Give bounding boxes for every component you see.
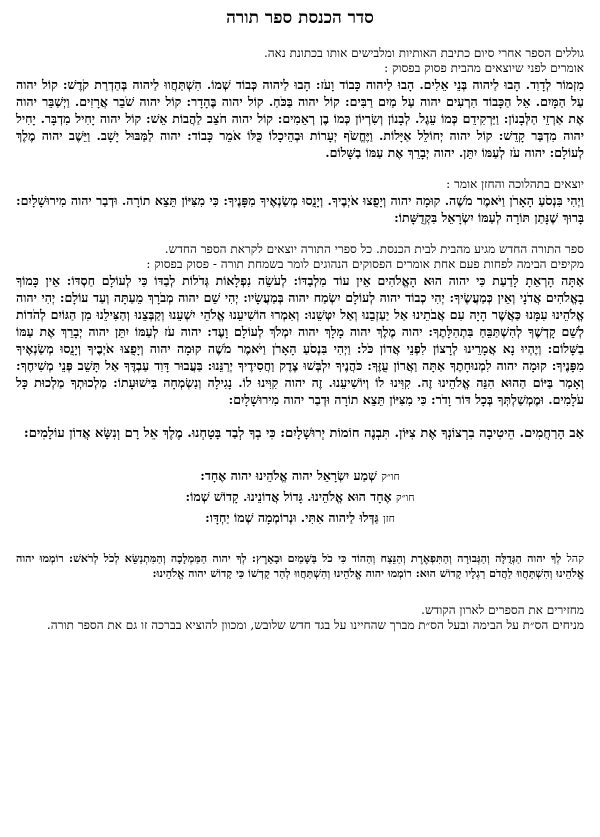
gadlu-line — [16, 508, 584, 529]
instruction-shehecheyanu: מניחים הס״ת על הבימה ובעל הס״ת מברך שהחיינו על בגד חדש שלובש, ומכוון להוציא בברכה זו גם את הספר תורה. — [46, 618, 584, 632]
shema-line — [16, 466, 584, 487]
echad-text: אֶחָד הוּא אֱלֹהֵינוּ. גָּדוֹל אֲדוֹנֵינוּ. קָדוֹשׁ שְׁמוֹ: — [185, 489, 392, 504]
shema-block — [16, 466, 584, 529]
instruction-rolling: גוללים הספר אחרי סיום כתיבת האותיות ומלבישים אותו בכתונת נאה. — [263, 46, 584, 60]
echad-line — [16, 487, 584, 508]
instruction-before-leaving: אומרים לפני שיוצאים מהבית פסוק בפסוק : — [384, 61, 584, 75]
ata-hareita-text: אַתָּה הָרְאֵתָ לָדַעַת כִּי יהוה הוּא הָאֱלֹהִים אֵין עוֹד מִלְבַדּוֹ: לְעֹשֵׂה נִפְלָאוֹת גְּדֹלוֹת לְבַדּוֹ כִּי לְעוֹלָם חַסְדּוֹ: אֵין כָּמוֹךָ בָאֱלֹהִים אֲדֹנָי וְאֵין כְּמַעֲשֶׂיךָ: יְהִי כְבוֹד יהוה לְעוֹלָם יִשְׂמַח יהוה בְּמַעֲשָׂיו: יְהִי שֵׁם יהוה מְבֹרָךְ מֵעַתָּה וְעַד עוֹלָם: יְהִי יהוה אֱלֹהֵינוּ עִמָּנוּ כַּאֲשֶׁר הָיָה עִם אֲבֹתֵינוּ אַל יַעַזְבֵנוּ וְאַל יִטְּשֵׁנוּ: וְאִמְרוּ הוֹשִׁיעֵנוּ אֱלֹהֵי יִשְׁעֵנוּ וְקַבְּצֵנוּ וְהַצִּילֵנוּ מִן הַגּוֹיִם לְהֹדוֹת לְשֵׁם קָדְשֶׁךָ לְהִשְׁתַּבֵּחַ בִּתְהִלָּתֶךָ: יהוה מֶלֶךְ יהוה מָלָךְ יהוה יִמְלֹךְ לְעוֹלָם וָעֶד: יהוה עֹז לְעַמּוֹ יִתֵּן יהוה יְבָרֵךְ אֶת עַמּוֹ בַשָּׁלוֹם: וְיֶהְיוּ נָא אֲמָרֵינוּ לְרָצוֹן לִפְנֵי אֲדוֹן כֹּל: וַיְהִי בִּנְסֹעַ הָאָרֹן וַיֹּאמֶר מֹשֶׁה קוּמָה יהוה וְיָפֻצוּ אֹיְבֶיךָ וְיָנֻסוּ מְשַׂנְאֶיךָ מִפָּנֶיךָ: קוּמָה יהוה לִמְנוּחָתֶךָ אַתָּה וַאֲרוֹן עֻזֶּךָ: כֹּהֲנֶיךָ יִלְבְּשׁוּ צֶדֶק וַחֲסִידֶיךָ יְרַנֵּנוּ: בַּעֲבוּר דָּוִד עַבְדֶּךָ אַל תָּשֵׁב פְּנֵי מְשִׁיחֶךָ: וְאָמַר בַּיּוֹם הַהוּא הִנֵּה אֱלֹהֵינוּ זֶה. קִוִּינוּ לוֹ וְיוֹשִׁיעֵנוּ. זֶה יהוה קִוִּינוּ לוֹ. נָגִילָה וְנִשְׂמְחָה בִּישׁוּעָתוֹ: מַלְכוּתְךָ מַלְכוּת כָּל עֹלָמִים. וּמֶמְשַׁלְתְּךָ בְּכָל דּוֹר וָדֹר: כִּי מִצִּיּוֹן תֵּצֵא תוֹרָה וּדְבַר יהוה מִירוּשָׁלָיִם: — [16, 273, 584, 407]
page-title: סדר הכנסת ספר תורה — [226, 8, 374, 28]
av-harachamim-text: אַב הָרַחֲמִים. הֵיטִיבָה בִרְצוֹנְךָ אֶת צִיּוֹן. תִּבְנֶה חוֹמוֹת יְרוּשָׁלָיִם: כִּי בְךָ לְבַד בָּטָחְנוּ. מֶלֶךְ אֵל רָם וְנִשָּׂא אֲדוֹן עוֹלָמִים: — [23, 426, 584, 441]
shema-text: שְׁמַע יִשְׂרָאֵל יהוה אֱלֹהֵינוּ יהוה אֶחָד: — [200, 468, 377, 483]
echad-cue: חו״ק — [395, 492, 415, 504]
instruction-arrival: ספר התורה החדש מגיע מהבית לבית הכנסת. כל ספרי התורה יוצאים לקראת הספר החדש. — [164, 242, 584, 256]
instruction-hakafot: מקיפים הבימה לפחות פעם אחת אומרים הפסוקים הנהוגים לומר בשמחת תורה - פסוק בפסוק : — [146, 257, 584, 271]
gadlu-text: גַּדְּלוּ לַיהוה אִתִּי. וּנְרוֹמְמָה שְׁמוֹ יַחְדָּו: — [205, 510, 379, 525]
lecha-hashem-block — [16, 551, 584, 581]
instruction-procession: יוצאים בתהלוכה והחזן אומר : — [446, 177, 584, 191]
shema-cue: חו״ק — [381, 471, 400, 483]
vayehi-binsoa-text: וַיְהִי בִּנְסֹעַ הָאָרֹן וַיֹּאמֶר מֹשֶׁה. קוּמָה יהוה וְיָפֻצוּ אֹיְבֶיךָ. וְיָנֻסוּ מְשַׂנְאֶיךָ מִפָּנֶיךָ: כִּי מִצִּיּוֹן תֵּצֵא תוֹרָה. וּדְבַר יהוה מִירוּשָׁלָיִם: בָּרוּךְ שֶׁנָּתַן תּוֹרָה לְעַמּוֹ יִשְׂרָאֵל בִּקְדֻשָּׁתוֹ: — [16, 193, 584, 225]
instruction-return-scrolls: מחזירים את הספרים לארון הקודש. — [421, 603, 584, 617]
kahal-cue: קהל — [566, 552, 584, 565]
psalm-29-text: מִזְמוֹר לְדָוִד. הָבוּ לַיהוה בְּנֵי אֵלִים. הָבוּ לַיהוה כָּבוֹד וָעֹז: הָבוּ לַיהוה כְּבוֹד שְׁמוֹ. הִשְׁתַּחֲווּ לַיהוה בְּהַדְרַת קֹדֶשׁ: קוֹל יהוה עַל הַמָּיִם. אֵל הַכָּבוֹד הִרְעִים יהוה עַל מַיִם רַבִּים: קוֹל יהוה בַּכֹּחַ. קוֹל יהוה בֶּהָדָר: קוֹל יהוה שֹׁבֵר אֲרָזִים. וַיְשַׁבֵּר יהוה אֶת אַרְזֵי הַלְּבָנוֹן: וַיַּרְקִידֵם כְּמוֹ עֵגֶל. לְבָנוֹן וְשִׂרְיוֹן כְּמוֹ בֶן רְאֵמִים: קוֹל יהוה חֹצֵב לַהֲבוֹת אֵשׁ: קוֹל יהוה יָחִיל מִדְבָּר. יָחִיל יהוה מִדְבַּר קָדֵשׁ: קוֹל יהוה יְחוֹלֵל אַיָּלוֹת. וַיֶּחֱשֹׂף יְעָרוֹת וּבְהֵיכָלוֹ כֻּלּוֹ אֹמֵר כָּבוֹד: יהוה לַמַּבּוּל יָשָׁב. וַיֵּשֶׁב יהוה מֶלֶךְ לְעוֹלָם: יהוה עֹז לְעַמּוֹ יִתֵּן. יהוה יְבָרֵךְ אֶת עַמּוֹ בַשָּׁלוֹם. — [16, 77, 584, 160]
lecha-hashem-text: לְךָ יהוה הַגְּדֻלָּה וְהַגְּבוּרָה וְהַתִּפְאֶרֶת וְהַנֵּצַח וְהַהוֹד כִּי כֹל בַּשָּׁמַיִם וּבָאָרֶץ: לְךָ יהוה הַמַּמְלָכָה וְהַמִּתְנַשֵּׂא לְכֹל לְרֹאשׁ: רוֹמְמוּ יהוה אֱלֹהֵינוּ וְהִשְׁתַּחֲווּ לַהֲדֹם רַגְלָיו קָדוֹשׁ הוּא: רוֹמְמוּ יהוה אֱלֹהֵינוּ וְהִשְׁתַּחֲווּ לְהַר קָדְשׁוֹ כִּי קָדוֹשׁ יהוה אֱלֹהֵינוּ: — [16, 552, 584, 580]
gadlu-cue: חזן — [383, 513, 395, 525]
